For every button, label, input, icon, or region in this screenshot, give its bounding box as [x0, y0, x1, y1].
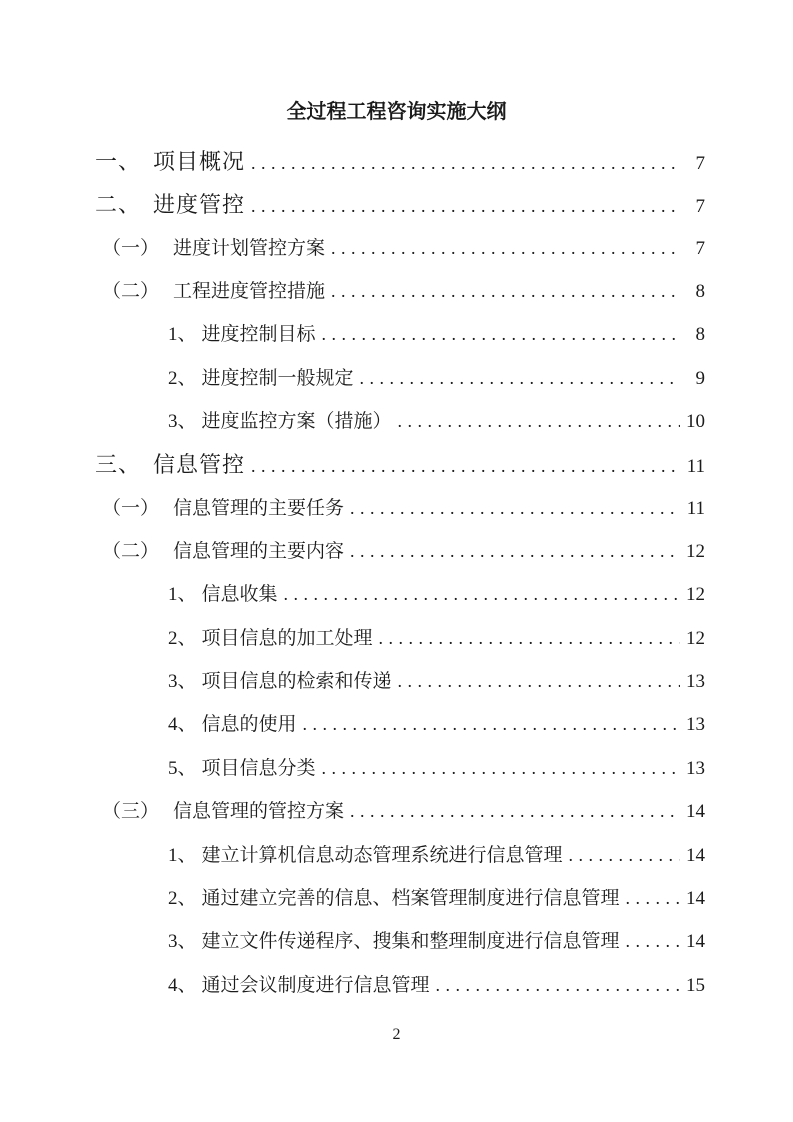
toc-entry[interactable]: [95, 920, 705, 963]
toc-entry-title: 信息管理的主要内容: [173, 541, 345, 563]
toc-entry-page-number: 12: [686, 541, 705, 563]
toc-entry-title: 进度控制一般规定: [201, 367, 354, 389]
toc-entry-page-number: 14: [686, 844, 705, 866]
toc-entry[interactable]: [95, 400, 705, 443]
toc-entry-page-number: 13: [686, 757, 705, 779]
toc-entry-number: 4、: [168, 974, 197, 996]
toc-entry[interactable]: [95, 313, 705, 356]
toc-entry-number: 2、: [168, 367, 197, 389]
toc-dot-leader: [278, 573, 680, 616]
toc-entry-title: 项目概况: [153, 149, 246, 174]
toc-dot-leader: [344, 530, 680, 573]
toc-entry[interactable]: [95, 790, 705, 833]
toc-entry-title: 信息的使用: [201, 714, 297, 736]
toc-entry-title: 信息管理的主要任务: [173, 497, 345, 519]
toc-entry-page-number: 14: [686, 887, 705, 909]
toc-entry[interactable]: [95, 834, 705, 877]
toc-entry-title: 信息管理的管控方案: [173, 801, 345, 823]
toc-dot-leader: [245, 185, 680, 226]
toc-dot-leader: [563, 834, 680, 877]
toc-entry-number: 1、: [168, 324, 197, 346]
toc-entry-page-number: 13: [686, 671, 705, 693]
toc-dot-leader: [245, 445, 680, 486]
toc-entry-page-number: 15: [686, 974, 705, 996]
toc-entry-page-number: 13: [686, 714, 705, 736]
toc-entry[interactable]: [95, 964, 705, 1007]
toc-entry-title: 进度控制目标: [201, 324, 316, 346]
toc-dot-leader: [316, 313, 680, 356]
toc-entry-number: 2、: [168, 627, 197, 649]
toc-entry-page-number: 7: [695, 196, 705, 218]
toc-entry-title: 工程进度管控措施: [173, 281, 326, 303]
toc-dot-leader: [373, 617, 680, 660]
toc-dot-leader: [325, 227, 680, 270]
toc-entry-page-number: 12: [686, 627, 705, 649]
toc-entry[interactable]: [95, 443, 705, 486]
toc-entry-number: 4、: [168, 714, 197, 736]
toc-entry-number: 2、: [168, 887, 197, 909]
toc-entry-title: 通过会议制度进行信息管理: [201, 974, 430, 996]
toc-dot-leader: [344, 487, 680, 530]
toc-entry-page-number: 12: [686, 584, 705, 606]
toc-entry[interactable]: [95, 747, 705, 790]
toc-dot-leader: [620, 920, 680, 963]
toc-entry-page-number: 8: [695, 281, 705, 303]
toc-entry-number: 1、: [168, 844, 197, 866]
toc-entry[interactable]: [95, 877, 705, 920]
toc-entry-title: 进度管控: [153, 192, 246, 218]
footer-page-number: 2: [392, 1026, 401, 1043]
toc-entry-page-number: 8: [695, 324, 705, 346]
toc-dot-leader: [354, 357, 680, 400]
toc-entry[interactable]: [95, 617, 705, 660]
toc-entry[interactable]: [95, 530, 705, 573]
toc-entry-number: 二、: [95, 192, 142, 218]
toc-entry[interactable]: [95, 270, 705, 313]
toc-entry-page-number: 9: [695, 367, 705, 389]
toc-entry-number: （一）: [102, 497, 160, 519]
toc-entry-number: （三）: [102, 801, 160, 823]
document-title: 全过程工程咨询实施大纲: [286, 101, 507, 123]
toc-dot-leader: [430, 964, 680, 1007]
toc-entry-title: 通过建立完善的信息、档案管理制度进行信息管理: [201, 887, 620, 909]
toc-entry[interactable]: [95, 703, 705, 746]
toc-entry-number: 1、: [168, 584, 197, 606]
toc-entry-title: 进度计划管控方案: [173, 237, 326, 259]
toc-entry-page-number: 7: [695, 153, 705, 174]
toc-entry[interactable]: [95, 660, 705, 703]
toc-entry-number: 5、: [168, 757, 197, 779]
toc-entry-number: 3、: [168, 671, 197, 693]
toc-entry-number: （二）: [102, 541, 160, 563]
toc-entry-title: 项目信息的检索和传递: [201, 671, 392, 693]
toc-entry[interactable]: [95, 357, 705, 400]
toc-dot-leader: [316, 747, 680, 790]
toc-dot-leader: [325, 270, 680, 313]
toc-dot-leader: [297, 703, 680, 746]
toc-entry-title: 建立计算机信息动态管理系统进行信息管理: [201, 844, 563, 866]
toc-entry-page-number: 10: [686, 411, 705, 433]
toc-entry-number: 3、: [168, 931, 197, 953]
toc-entry[interactable]: [95, 487, 705, 530]
toc-entry-page-number: 11: [686, 497, 705, 519]
toc-entry[interactable]: [95, 573, 705, 616]
toc-entry-page-number: 14: [686, 931, 705, 953]
toc-dot-leader: [620, 877, 680, 920]
toc-entry-number: 一、: [95, 149, 142, 174]
toc-entry-title: 项目信息分类: [201, 757, 316, 779]
toc-entry[interactable]: [95, 227, 705, 270]
toc-entry-title: 建立文件传递程序、搜集和整理制度进行信息管理: [201, 931, 620, 953]
table-of-contents: [95, 140, 705, 1007]
toc-entry-page-number: 14: [686, 801, 705, 823]
toc-dot-leader: [392, 400, 680, 443]
toc-entry-number: （二）: [102, 281, 160, 303]
toc-entry-title: 项目信息的加工处理: [201, 627, 373, 649]
toc-entry-title: 信息收集: [201, 584, 278, 606]
toc-entry-page-number: 7: [695, 237, 705, 259]
toc-dot-leader: [392, 660, 680, 703]
toc-dot-leader: [245, 142, 680, 183]
toc-dot-leader: [344, 790, 680, 833]
toc-entry-title: 信息管控: [153, 452, 246, 478]
toc-entry-page-number: 11: [686, 456, 705, 478]
toc-entry[interactable]: [95, 140, 705, 183]
toc-entry-number: 三、: [95, 452, 142, 478]
toc-entry-number: （一）: [102, 237, 160, 259]
toc-entry-title: 进度监控方案（措施）: [201, 411, 392, 433]
toc-entry-number: 3、: [168, 411, 197, 433]
toc-entry[interactable]: [95, 183, 705, 226]
